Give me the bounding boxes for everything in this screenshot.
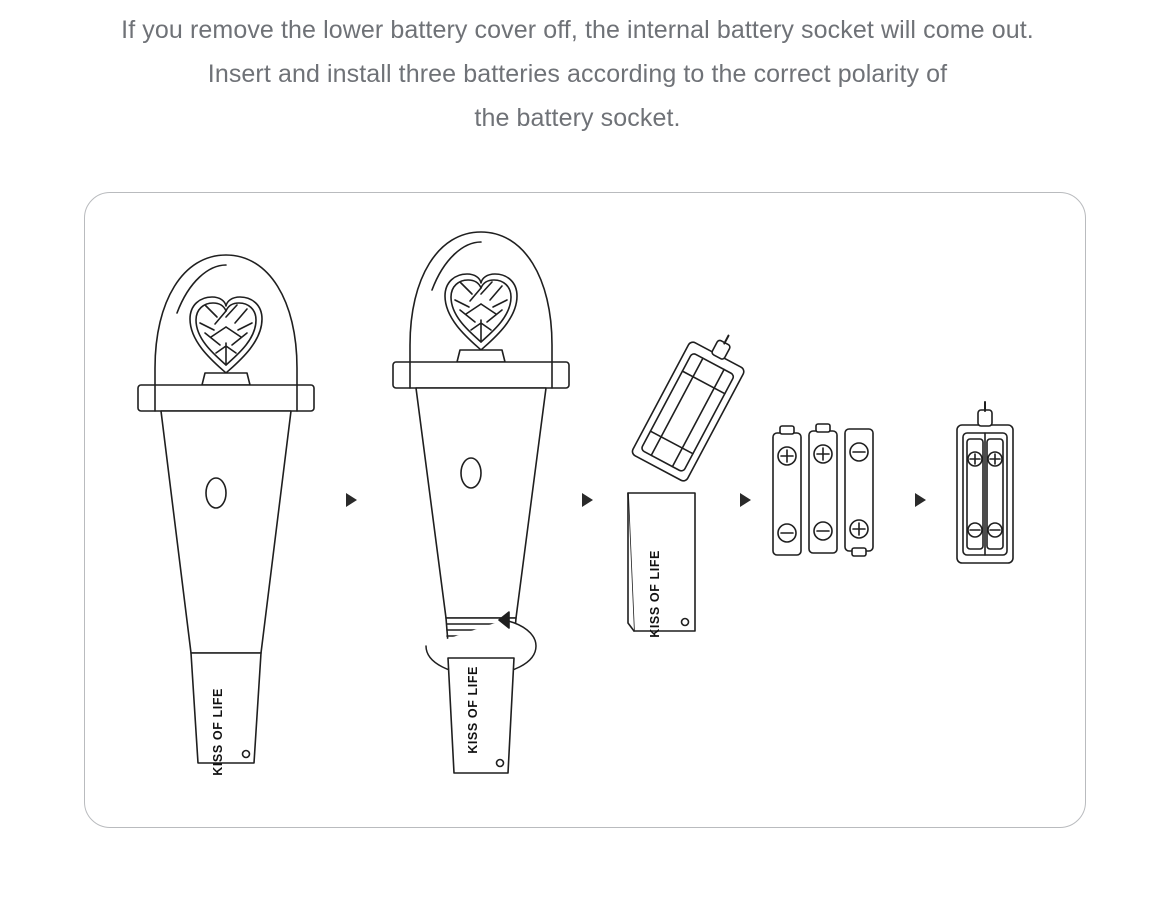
instruction-line-2: Insert and install three batteries according to the correct polarity of [207,60,948,88]
step-arrow-2 [582,493,593,507]
instruction-line-3: the battery socket. [474,104,681,132]
instruction-line-1: If you remove the lower battery cover off, the internal battery socket will come out. [121,16,1034,44]
step-4-three-batteries [773,424,873,556]
step-arrow-1 [346,493,357,507]
step-arrow-4 [915,493,926,507]
step-2-lightstick-open [393,232,569,773]
diagram-frame [84,192,1086,828]
lightstick-diagram-svg [85,193,1087,829]
step-5-socket-loaded [957,402,1013,563]
brand-label-step-2: KISS OF LIFE [466,666,480,754]
diagram-stage [85,193,1087,829]
brand-label-step-1: KISS OF LIFE [211,688,225,776]
instruction-text [0,8,1155,140]
step-1-lightstick [138,255,314,763]
step-arrow-3 [740,493,751,507]
brand-label-step-3: KISS OF LIFE [648,550,662,638]
